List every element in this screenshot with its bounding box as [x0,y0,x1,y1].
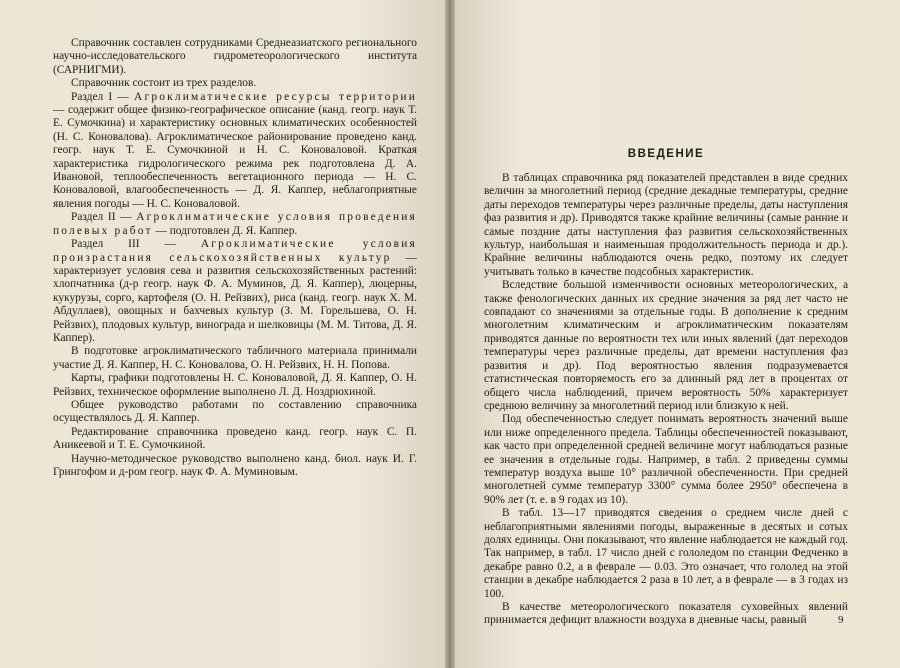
section-3-paragraph [53,238,417,345]
section-3-body: — характеризует условия сева и развития сельскохозяйственных растений: хлопчатника (д-р геогр. наук Ф. А. Муминов, Д. Я. Каппер), люцерны, кукурузы, сорго, картофеля (О. Н. Рейзвих), риса (канд. геогр. наук Х. М. Абдуллаев), овощных и бахчевых культур (З. М. Горельшева, О. Н. Рейзвих), плодовых культур, винограда и шелковицы (М. М. Титова, Д. Я. Каппер). [53,251,417,344]
intro-paragraph-1: В таблицах справочника ряд показателей представлен в виде средних величин за многолетний период (средние декадные температуры, средние даты переходов температуры через различные пределы, даты наступления фаз развития и др). Приводятся также крайние величины (самые ранние и самые поздние даты наступления фаз развития сельскохозяйственных культур, наибольшая и наименьшая продолжительность периода и др.). Крайние величины наблюдаются очень редко, поэтому их следует учитывать только в качестве подсобных характеристик. [484,172,848,278]
section-1-title: Агроклиматические ресурсы территории [134,90,417,103]
structure-paragraph: Справочник состоит из трех разделов. [71,77,257,90]
page-number: 9 [838,614,844,626]
section-2-body: — подготовлен Д. Я. Каппер. [152,224,298,237]
supervision-paragraph: Научно-методическое руководство выполнено канд. биол. наук И. Г. Грингофом и д-ром геогр. наук Ф. А. Муминовым. [53,452,417,478]
section-1-body: — содержит общее физико-географическое описание (канд. геогр. наук Т. Е. Сумочкина) и характеристику основных климатических особенностей (Н. С. Коновалова). Агроклиматическое районирование проведено канд. геогр. наук Т. Е. Сумочкиной и Н. С. Коноваловой. Краткая характеристика гидрологического режима рек подготовлена Д. А. Ивановой, теплообеспеченность вегетационного периода — Н. С. Коноваловой, влагообеспеченность — Д. Я. Каппер, неблагоприятные явления погоды — Н. С. Коноваловой. [53,104,417,210]
maps-paragraph: Карты, графики подготовлены Н. С. Коноваловой, Д. Я. Каппер, О. Н. Рейзвих, техническое оформление выполнено Л. Д. Ноздрюхиной. [53,372,417,398]
section-2-title: Агроклиматические условия проведения полевых работ [53,211,417,237]
section-3-label: Раздел III — [71,238,201,251]
intro-paragraph-5: В качестве метеорологического показателя суховейных явлений принимается дефицит влажности воздуха в дневные часы, равный [484,601,848,627]
contributors-paragraph: В подготовке агроклиматического табличного материала принимали участие Д. Я. Каппер, Н. С. Коновалова, О. Н. Рейзвих, Н. Н. Попова. [53,345,417,371]
intro-paragraph-2: Вследствие большой изменчивости основных метеорологических, а также фенологических данных их средние значения за ряд лет часто не совпадают со значениями за отдельные годы. В дополнение к средним многолетним климатическим и агроклиматическим показателям приводятся данные по вероятности тех или иных явлений (дат переходов температуры через различные пределы, дат времени наступления фаз развития и др). Под вероятностью явления подразумевается статистическая повторяемость его за длинный ряд лет в процентах от общего числа наблюдений, причем вероятность 50% характеризует среднюю величину за многолетний период или близкую к ней. [484,279,848,412]
intro-paragraph-4: В табл. 13—17 приводятся сведения о среднем числе дней с неблагоприятными явлениями погоды, выраженные в десятых и сотых долях единицы. Они показывают, что явление наблюдается не каждый год. Так например, в табл. 17 число дней с гололедом по станции Федченко в декабре равно 0.2, а в феврале — 0.03. Это означает, что гололед на этой станции в декабре наблюдается 2 раза в 10 лет, а в феврале — в 3 годах из 100. [484,507,848,600]
right-page-text [484,172,848,628]
management-paragraph: Общее руководство работами по составлению справочника осуществлялось Д. Я. Каппер. [53,398,417,425]
section-2-paragraph [53,211,417,238]
section-heading: ВВЕДЕНИЕ [627,148,705,160]
intro-paragraph-3: Под обеспеченностью следует понимать вероятность значений выше или ниже определенного предела. Таблицы обеспеченностей показывают, как часто при определенной средней величине могут наблюдаться разные ее значения в отдельные годы. Например, в табл. 2 приведены суммы температур воздуха выше 10° различной обеспеченности. При средней многолетней сумме температур 3300° сумма более 2950° обеспечена в 90% лет (т. е. в 9 годах из 10). [484,413,848,506]
section-1-paragraph [53,91,417,212]
intro-paragraph: Справочник составлен сотрудниками Среднеазиатского регионального научно-исследовательского гидрометеорологического института (САРНИГМИ). [53,37,417,76]
editing-paragraph: Редактирование справочника проведено канд. геогр. наук С. П. Аникеевой и Т. Е. Сумочкиной. [53,425,417,452]
left-page-text [53,37,417,479]
book-gutter [445,0,455,668]
section-2-label: Раздел II — [71,211,137,224]
section-1-label: Раздел I — [71,90,135,103]
section-3-title: Агроклиматические условия произрастания сельскохозяйственных культур [53,238,417,264]
